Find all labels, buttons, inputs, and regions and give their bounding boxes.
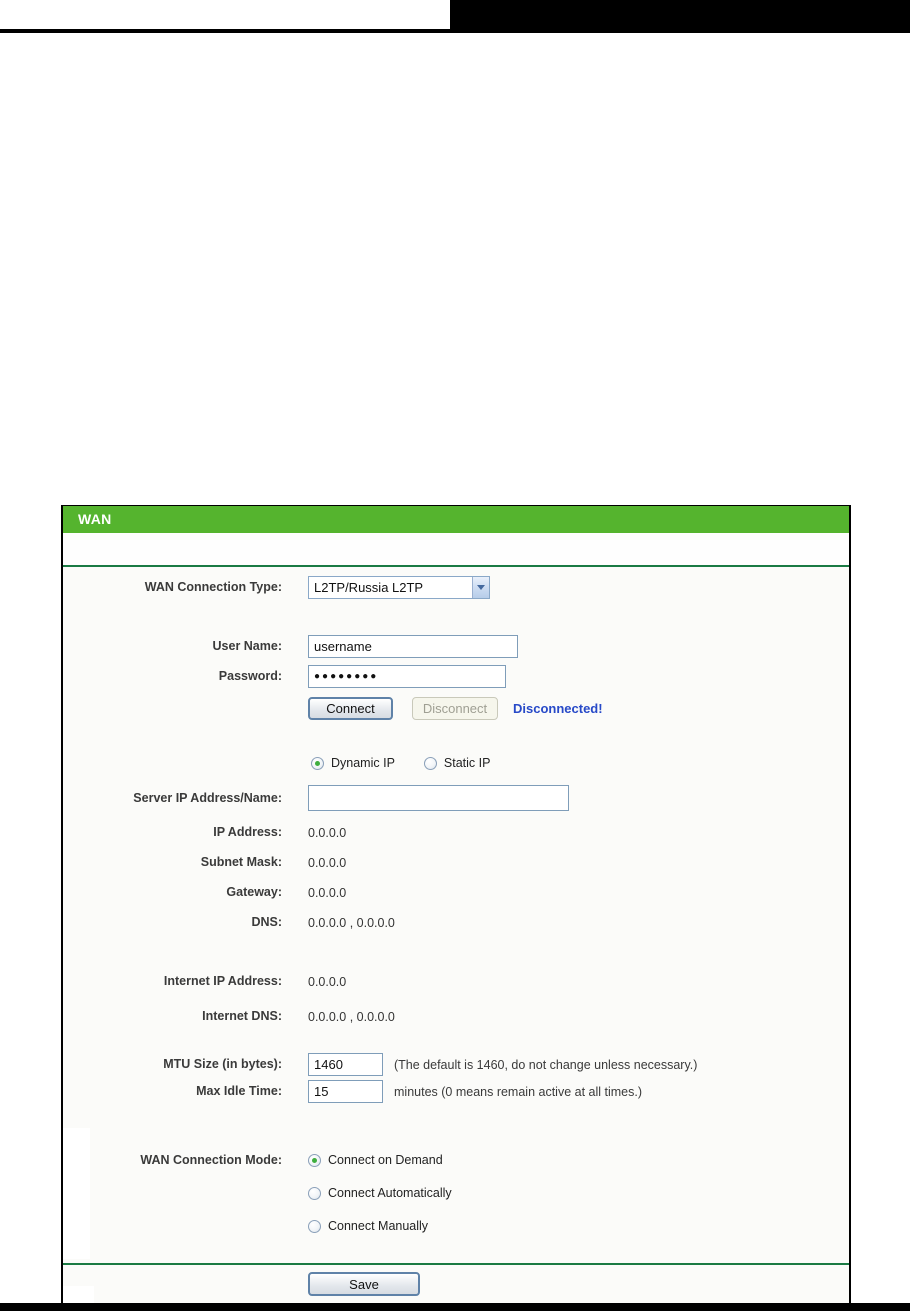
mode-label-row [63, 1153, 849, 1167]
subnet-mask-value: 0.0.0.0 [308, 855, 347, 870]
dynamic-ip-label[interactable]: Dynamic IP [331, 756, 395, 770]
panel-title: WAN [63, 506, 849, 533]
chevron-down-icon[interactable] [472, 577, 489, 598]
connection-status: Disconnected! [513, 701, 603, 716]
mode-option-auto [308, 1186, 452, 1200]
dns-row [63, 915, 849, 930]
connect-on-demand-radio[interactable] [308, 1154, 321, 1167]
server-input[interactable] [308, 785, 569, 811]
idle-input[interactable] [308, 1080, 383, 1103]
internet-dns-row [63, 1009, 849, 1024]
mode-label: WAN Connection Mode: [140, 1152, 282, 1167]
ip-address-label: IP Address: [213, 825, 282, 839]
password-row [63, 665, 849, 688]
subnet-mask-label: Subnet Mask: [200, 855, 282, 869]
connect-manually-label[interactable]: Connect Manually [328, 1219, 429, 1233]
connection-type-row [63, 576, 849, 599]
save-button[interactable]: Save [308, 1272, 420, 1296]
mtu-row [63, 1053, 849, 1076]
internet-ip-value: 0.0.0.0 [308, 974, 347, 989]
idle-row [63, 1080, 849, 1103]
dynamic-ip-radio[interactable] [311, 757, 324, 770]
username-label: User Name: [212, 639, 282, 653]
page-bottom-rule [0, 1303, 910, 1311]
mtu-note: (The default is 1460, do not change unless necessary.) [394, 1057, 698, 1072]
static-ip-radio[interactable] [424, 757, 437, 770]
internet-ip-label: Internet IP Address: [163, 974, 282, 988]
connect-on-demand-label[interactable]: Connect on Demand [328, 1153, 443, 1167]
header-gap [63, 533, 849, 565]
dns-value: 0.0.0.0 , 0.0.0.0 [308, 915, 395, 930]
ip-address-row [63, 825, 849, 840]
gateway-label: Gateway: [226, 885, 282, 899]
white-patch [63, 1128, 90, 1259]
gateway-value: 0.0.0.0 [308, 885, 347, 900]
connect-automatically-radio[interactable] [308, 1187, 321, 1200]
mtu-label: MTU Size (in bytes): [163, 1057, 282, 1071]
disconnect-button: Disconnect [412, 697, 498, 720]
idle-note: minutes (0 means remain active at all times.) [394, 1084, 643, 1099]
connection-type-select[interactable] [308, 576, 490, 599]
page-top-black-block [450, 0, 910, 29]
password-label: Password: [218, 669, 282, 683]
ip-address-value: 0.0.0.0 [308, 825, 347, 840]
username-row [63, 635, 849, 658]
wan-settings-panel [61, 505, 851, 1311]
address-mode-row [63, 756, 849, 770]
connection-type-value: L2TP/Russia L2TP [314, 580, 424, 595]
gateway-row [63, 885, 849, 900]
password-input[interactable] [308, 665, 506, 688]
mode-option-manual [308, 1219, 428, 1233]
internet-dns-value: 0.0.0.0 , 0.0.0.0 [308, 1009, 395, 1024]
username-input[interactable] [308, 635, 518, 658]
page-top-rule [0, 29, 910, 33]
connection-type-label: WAN Connection Type: [144, 580, 282, 594]
mtu-input[interactable] [308, 1053, 383, 1076]
server-label: Server IP Address/Name: [133, 790, 282, 805]
connect-manually-radio[interactable] [308, 1220, 321, 1233]
top-separator [63, 565, 849, 567]
static-ip-label[interactable]: Static IP [443, 756, 491, 770]
mode-option-demand [308, 1153, 443, 1167]
internet-ip-row [63, 974, 849, 989]
bottom-separator [63, 1263, 849, 1265]
subnet-mask-row [63, 855, 849, 870]
connect-row [63, 697, 849, 720]
dns-label: DNS: [251, 915, 282, 929]
server-row [63, 785, 849, 811]
idle-label: Max Idle Time: [196, 1084, 282, 1098]
white-patch [63, 1286, 94, 1303]
connect-button[interactable]: Connect [308, 697, 393, 720]
internet-dns-label: Internet DNS: [202, 1009, 282, 1023]
connect-automatically-label[interactable]: Connect Automatically [328, 1186, 452, 1200]
